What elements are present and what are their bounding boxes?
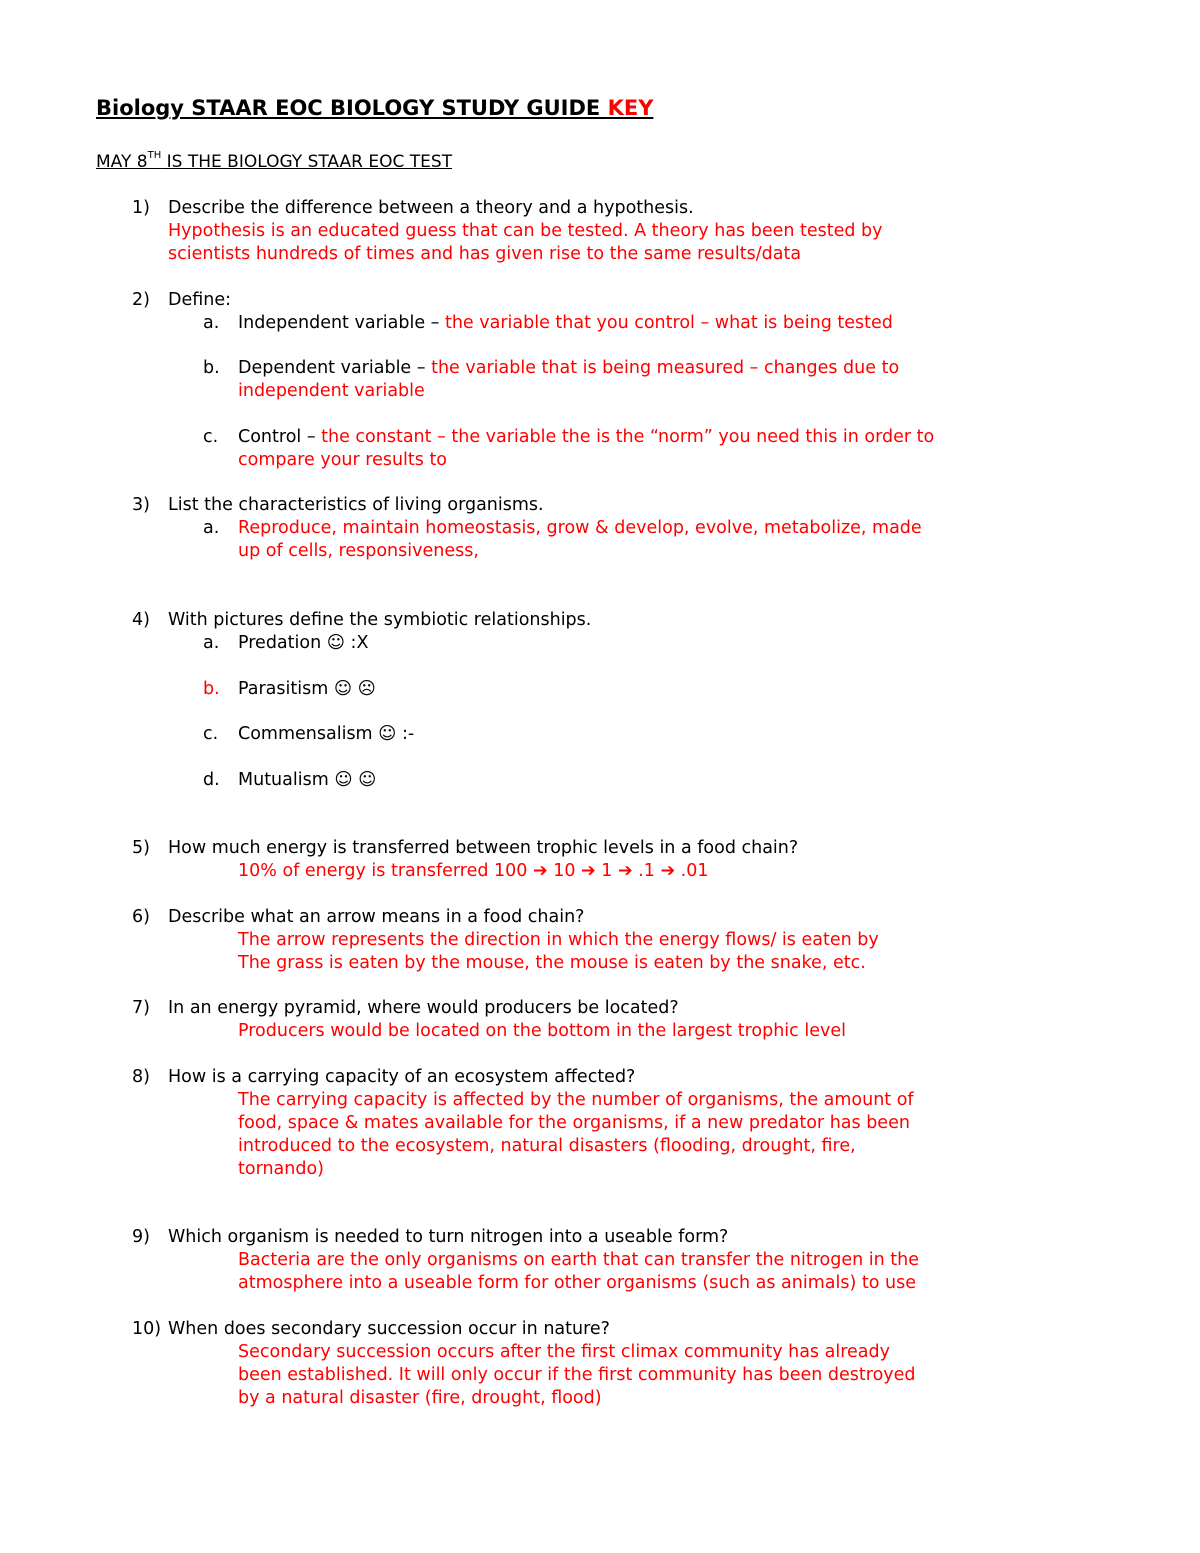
question-text: In an energy pyramid, where would producers be located? — [168, 998, 679, 1018]
answer-text: been established. It will only occur if the first community has been destroyed — [238, 1365, 916, 1385]
subtitle-post: IS THE BIOLOGY STAAR EOC TEST — [161, 152, 453, 172]
answer-text: up of cells, responsiveness, — [238, 541, 479, 561]
answer-text: The arrow represents the direction in which the energy flows/ is eaten by — [238, 930, 879, 950]
question-text: How is a carrying capacity of an ecosystem affected? — [168, 1067, 636, 1087]
question-text: How much energy is transferred between trophic levels in a food chain? — [168, 838, 799, 858]
item-letter: b. — [203, 679, 220, 699]
answer-text: Hypothesis is an educated guess that can be tested. A theory has been tested by — [168, 221, 883, 241]
term-text: Independent variable – — [238, 313, 445, 333]
subtitle-sup: TH — [147, 150, 162, 161]
answer-text: Reproduce, maintain homeostasis, grow & develop, evolve, metabolize, made — [238, 518, 922, 538]
list-item: Predation ☺ :X — [238, 633, 369, 653]
list-item — [238, 426, 934, 449]
question-number: 10) — [132, 1319, 162, 1339]
answer-text: compare your results to — [238, 450, 448, 470]
answer-text: the constant – the variable the is the “norm” you need this in order to — [321, 427, 935, 447]
answer-text: independent variable — [238, 381, 425, 401]
title-key: KEY — [607, 96, 654, 120]
test-date-heading — [96, 152, 452, 172]
item-letter: b. — [203, 358, 220, 378]
list-item: Parasitism ☺ ☹ — [238, 679, 376, 699]
answer-text: 10% of energy is transferred 100 ➔ 10 ➔ 1 ➔ .1 ➔ .01 — [238, 861, 709, 881]
question-number: 7) — [132, 998, 150, 1018]
question-number: 8) — [132, 1067, 150, 1087]
question-number: 9) — [132, 1227, 150, 1247]
term-text: Dependent variable – — [238, 358, 432, 378]
answer-text: Producers would be located on the bottom in the largest trophic level — [238, 1021, 846, 1041]
item-letter: c. — [203, 427, 219, 447]
answer-text: scientists hundreds of times and has given rise to the same results/data — [168, 244, 802, 264]
question-number: 1) — [132, 198, 150, 218]
answer-text: introduced to the ecosystem, natural disasters (flooding, drought, fire, — [238, 1136, 856, 1156]
subtitle-pre: MAY 8 — [96, 152, 148, 172]
question-text: Describe what an arrow means in a food chain? — [168, 907, 585, 927]
question-number: 4) — [132, 610, 150, 630]
question-number: 6) — [132, 907, 150, 927]
question-text: Define: — [168, 290, 232, 310]
question-text: Which organism is needed to turn nitrogen into a useable form? — [168, 1227, 729, 1247]
question-number: 5) — [132, 838, 150, 858]
question-number: 3) — [132, 495, 150, 515]
item-letter: a. — [203, 313, 220, 333]
question-text: Describe the difference between a theory and a hypothesis. — [168, 198, 694, 218]
item-letter: d. — [203, 770, 220, 790]
answer-text: by a natural disaster (fire, drought, flood) — [238, 1388, 602, 1408]
title-main: Biology STAAR EOC BIOLOGY STUDY GUIDE — [96, 96, 608, 120]
list-item — [238, 357, 899, 380]
item-letter: a. — [203, 633, 220, 653]
term-text: Control – — [238, 427, 322, 447]
list-item: Commensalism ☺ :- — [238, 724, 415, 744]
answer-text: food, space & mates available for the organisms, if a new predator has been — [238, 1113, 910, 1133]
list-item — [238, 312, 893, 335]
answer-text: atmosphere into a useable form for other organisms (such as animals) to use — [238, 1273, 916, 1293]
item-letter: a. — [203, 518, 220, 538]
answer-text: Bacteria are the only organisms on earth that can transfer the nitrogen in the — [238, 1250, 919, 1270]
answer-text: the variable that you control – what is being tested — [444, 313, 893, 333]
answer-text: The carrying capacity is affected by the number of organisms, the amount of — [238, 1090, 914, 1110]
answer-text: Secondary succession occurs after the first climax community has already — [238, 1342, 890, 1362]
question-text: List the characteristics of living organisms. — [168, 495, 544, 515]
question-text: When does secondary succession occur in nature? — [168, 1319, 610, 1339]
item-letter: c. — [203, 724, 219, 744]
answer-text: The grass is eaten by the mouse, the mouse is eaten by the snake, etc. — [238, 953, 866, 973]
question-number: 2) — [132, 290, 150, 310]
page-title — [96, 96, 653, 120]
answer-text: the variable that is being measured – changes due to — [431, 358, 900, 378]
question-text: With pictures define the symbiotic relationships. — [168, 610, 592, 630]
answer-text: tornando) — [238, 1159, 325, 1179]
list-item: Mutualism ☺ ☺ — [238, 770, 377, 790]
